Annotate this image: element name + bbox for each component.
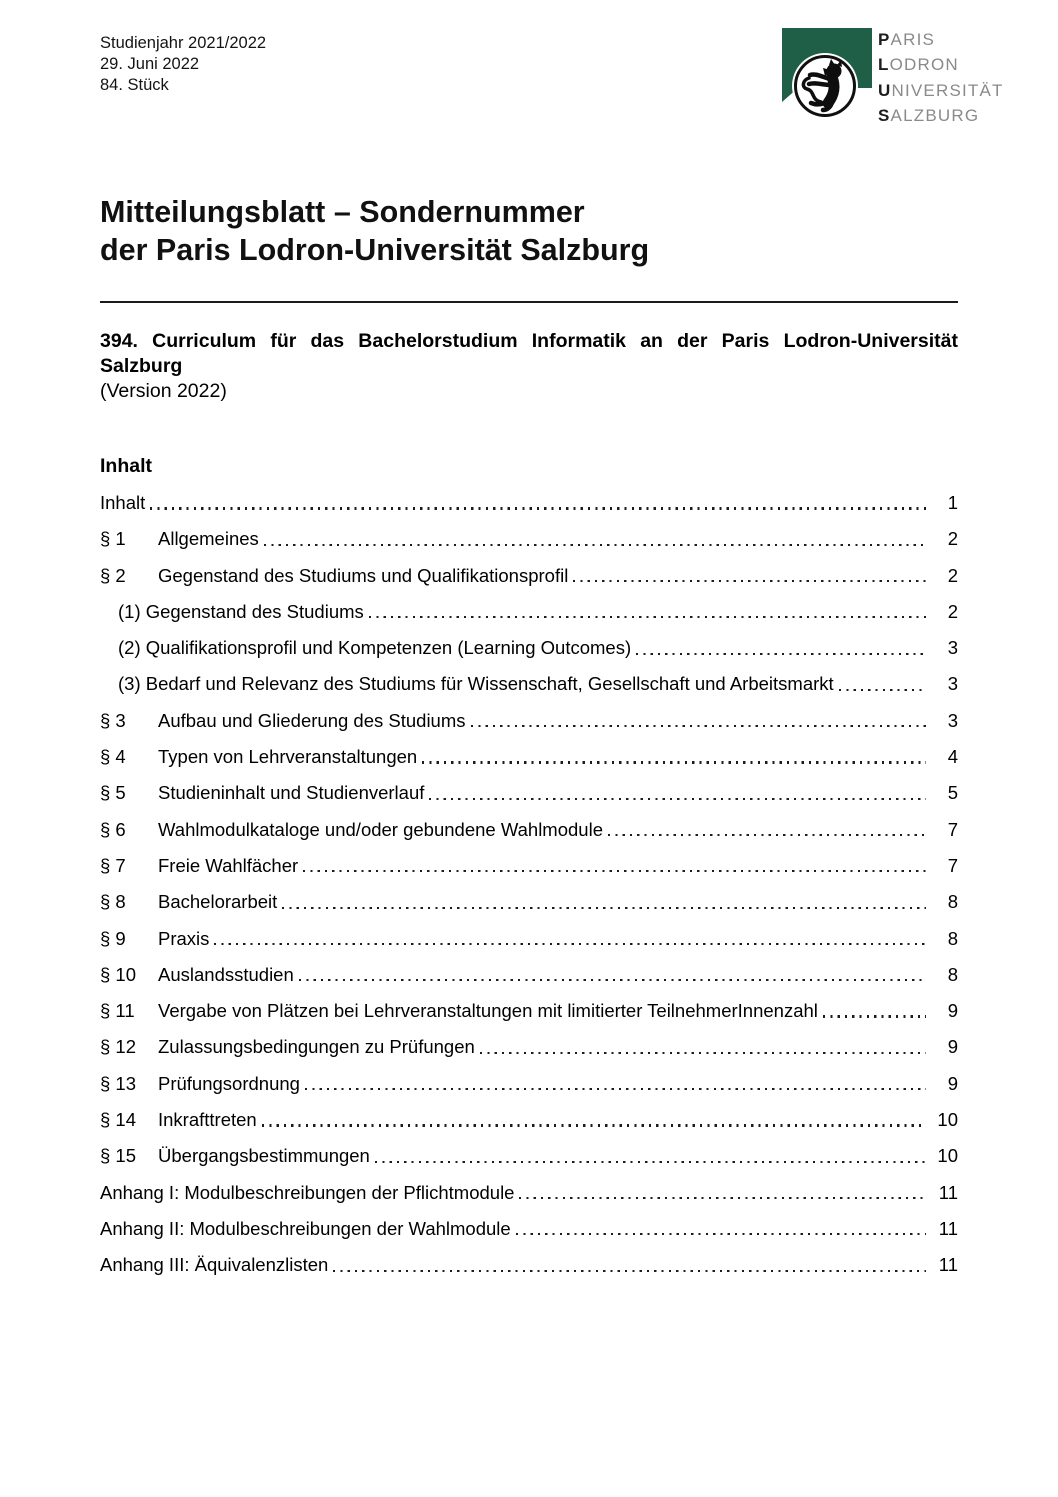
- toc-entry-page: 1: [947, 492, 958, 513]
- toc-leader-dots: [636, 653, 926, 655]
- toc-entry-page: 9: [947, 1000, 958, 1022]
- toc-entry-prefix: § 4: [100, 746, 126, 768]
- toc-leader-dots: [823, 1015, 926, 1017]
- toc-entry-page: 10: [937, 1145, 958, 1167]
- toc-entry-page: 3: [947, 673, 958, 695]
- wordmark-line: UNIVERSITÄT: [878, 80, 1004, 100]
- toc-entry-label: Anhang III: Äquivalenzlisten: [100, 1254, 329, 1276]
- toc-entry-page: 3: [947, 637, 958, 659]
- toc-entry: [100, 855, 958, 877]
- toc-entry: [100, 601, 958, 623]
- toc-entry-prefix: § 6: [100, 818, 126, 840]
- toc-leader-dots: [839, 689, 926, 691]
- toc-leader-dots: [305, 1088, 926, 1090]
- toc-entry: [100, 1254, 958, 1276]
- toc-entry-prefix: § 3: [100, 709, 126, 731]
- toc-entry-label: Gegenstand des Studiums und Qualifikationsprofil: [158, 564, 569, 586]
- toc-leader-dots: [262, 1124, 926, 1126]
- toc-leader-dots: [429, 798, 926, 800]
- toc-leader-dots: [369, 616, 926, 618]
- study-year: Studienjahr 2021/2022: [100, 34, 267, 52]
- toc-entry-page: 7: [947, 818, 958, 840]
- toc-entry-prefix: § 5: [100, 782, 126, 804]
- section-heading-line1: 394. Curriculum für das Bachelorstudium Informatik an der Paris Lodron-Universität: [100, 330, 958, 352]
- toc-leader-dots: [375, 1161, 926, 1163]
- toc-entry: [100, 1000, 958, 1022]
- toc-entry-page: 8: [947, 891, 958, 913]
- section-version: (Version 2022): [100, 380, 227, 402]
- toc-entry: [100, 1036, 958, 1058]
- page-title-line1: Mitteilungsblatt – Sondernummer: [100, 195, 585, 229]
- toc-entry-prefix: § 1: [100, 528, 126, 550]
- toc-leader-dots: [299, 979, 926, 981]
- toc-entry: [100, 565, 958, 587]
- section-heading-block: [100, 329, 958, 404]
- toc-entry: [100, 1182, 958, 1204]
- toc-leader-dots: [608, 834, 926, 836]
- page-title-line2: der Paris Lodron-Universität Salzburg: [100, 233, 650, 267]
- page-title: [100, 193, 649, 269]
- toc-entry-label: Freie Wahlfächer: [158, 854, 299, 876]
- toc-entry-label: Typen von Lehrveranstaltungen: [158, 746, 418, 768]
- toc-entry-label: Bachelorarbeit: [158, 891, 278, 913]
- toc-entry-page: 11: [938, 1254, 958, 1276]
- toc-entry-page: 8: [947, 963, 958, 985]
- toc-entry-label: Übergangsbestimmungen: [158, 1145, 370, 1167]
- toc-entry-prefix: § 14: [100, 1109, 137, 1131]
- toc-entry-prefix: § 11: [100, 1000, 135, 1022]
- toc-entry: [100, 1109, 958, 1131]
- toc-entry: [100, 928, 958, 950]
- toc-entry-page: 3: [947, 709, 958, 731]
- title-divider: [100, 301, 958, 303]
- toc-entry-label: Praxis: [158, 927, 210, 949]
- toc-entry: [100, 637, 958, 659]
- toc-entry-prefix: § 12: [100, 1036, 137, 1058]
- toc-entry: [100, 746, 958, 768]
- toc-entry: [100, 1073, 958, 1095]
- toc-entry-page: 5: [947, 782, 958, 804]
- toc-entry-label: Vergabe von Plätzen bei Lehrveranstaltungen mit limitierter TeilnehmerInnenzahl: [158, 1000, 818, 1022]
- toc-entry-page: 7: [947, 854, 958, 876]
- toc-entry-prefix: § 8: [100, 891, 126, 913]
- toc-leader-dots: [333, 1270, 926, 1272]
- toc-leader-dots: [519, 1197, 926, 1199]
- toc-leader-dots: [480, 1052, 926, 1054]
- issue-info: [100, 33, 266, 96]
- toc-entry-page: 2: [947, 564, 958, 586]
- toc-entry: [100, 710, 958, 732]
- toc-leader-dots: [214, 943, 926, 945]
- toc-entry-label: Inhalt: [100, 492, 146, 513]
- toc-entry-label: Wahlmodulkataloge und/oder gebundene Wahlmodule: [158, 818, 603, 840]
- toc-entry: [100, 492, 958, 514]
- toc-entry-prefix: § 15: [100, 1145, 137, 1167]
- toc-entry: [100, 964, 958, 986]
- toc-entry-label: Zulassungsbedingungen zu Prüfungen: [158, 1036, 475, 1058]
- toc-leader-dots: [422, 761, 926, 763]
- toc-entry-page: 11: [938, 1217, 958, 1239]
- toc-entry: [100, 819, 958, 841]
- toc-leader-dots: [150, 507, 926, 509]
- toc-entry-page: 9: [947, 1036, 958, 1058]
- toc-entry-prefix: § 2: [100, 564, 126, 586]
- toc-entry-prefix: § 7: [100, 854, 126, 876]
- toc-entry-page: 9: [947, 1072, 958, 1094]
- toc-entry-label: Auslandsstudien: [158, 963, 294, 985]
- toc-entry: [100, 673, 958, 695]
- toc-entry-label: Anhang II: Modulbeschreibungen der Wahlmodule: [100, 1217, 511, 1239]
- toc-entry-label: Inkrafttreten: [158, 1109, 257, 1131]
- wordmark-line: LODRON: [878, 55, 959, 75]
- toc-list: [100, 492, 958, 1291]
- toc-entry-page: 2: [947, 600, 958, 622]
- toc-entry-label: (3) Bedarf und Relevanz des Studiums für Wissenschaft, Gesellschaft und Arbeitsmarkt: [118, 673, 834, 695]
- toc-entry-label: Prüfungsordnung: [158, 1072, 300, 1094]
- toc-entry-prefix: § 10: [100, 963, 137, 985]
- toc-leader-dots: [264, 544, 926, 546]
- toc-entry: [100, 1218, 958, 1240]
- toc-entry-page: 2: [947, 528, 958, 550]
- issue-date: 29. Juni 2022: [100, 55, 200, 73]
- toc-entry-page: 4: [947, 746, 958, 768]
- toc-entry-label: (2) Qualifikationsprofil und Kompetenzen (Learning Outcomes): [118, 637, 632, 659]
- toc-entry-page: 8: [947, 927, 958, 949]
- toc-entry-page: 11: [938, 1181, 958, 1203]
- university-emblem: [782, 28, 874, 122]
- toc-entry-prefix: § 9: [100, 927, 126, 949]
- toc-entry-label: Allgemeines: [158, 528, 259, 550]
- university-wordmark: [878, 27, 1004, 128]
- issue-number: 84. Stück: [100, 76, 169, 94]
- toc-entry: [100, 1145, 958, 1167]
- toc-leader-dots: [282, 907, 926, 909]
- toc-entry-page: 10: [937, 1109, 958, 1131]
- toc-entry-label: (1) Gegenstand des Studiums: [118, 600, 364, 622]
- toc-heading: Inhalt: [100, 455, 152, 477]
- section-heading-line2: Salzburg: [100, 355, 183, 377]
- toc-entry-label: Studieninhalt und Studienverlauf: [158, 782, 425, 804]
- wordmark-line: PARIS: [878, 30, 936, 49]
- toc-entry: [100, 528, 958, 550]
- toc-entry: [100, 782, 958, 804]
- wordmark-line: SALZBURG: [878, 105, 980, 125]
- toc-leader-dots: [471, 725, 926, 727]
- toc-leader-dots: [303, 870, 926, 872]
- toc-entry-prefix: § 13: [100, 1072, 137, 1094]
- toc-entry-label: Anhang I: Modulbeschreibungen der Pflichtmodule: [100, 1181, 515, 1203]
- toc-leader-dots: [516, 1233, 926, 1235]
- toc-leader-dots: [573, 580, 926, 582]
- toc-entry-label: Aufbau und Gliederung des Studiums: [158, 709, 466, 731]
- toc-entry: [100, 891, 958, 913]
